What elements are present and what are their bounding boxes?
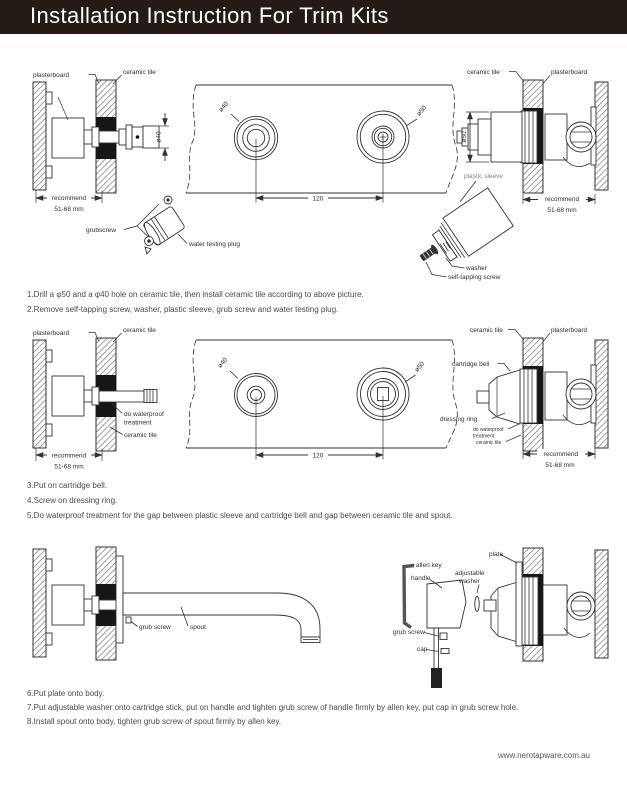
label-plasterboard: plasterboard [551, 69, 588, 76]
label-spout: spout [190, 624, 206, 631]
step-1: 1.Drill a φ50 and a φ40 hole on ceramic tile, then install ceramic tile according to above picture. [27, 290, 364, 299]
label-self-tapping-screw: self-tapping screw [448, 274, 501, 281]
label-dressing-ring: dressing ring [440, 416, 478, 423]
label-treatment: treatment [124, 419, 152, 427]
page-title: Installation Instruction For Trim Kits [30, 3, 389, 28]
label-do-waterproof: do waterproof [473, 427, 504, 433]
dimension-dia50: ø50 [415, 104, 429, 118]
diagram-water-testing-plug [86, 196, 240, 254]
label-recommend: recommend [543, 451, 579, 458]
step-3: 3.Put on cartridge bell. [27, 481, 108, 490]
label-washer: washer [466, 265, 487, 272]
diagram-step1-right-section [457, 69, 608, 214]
label-handle: handle [411, 575, 431, 582]
label-washer: washer [459, 578, 480, 585]
diagram-spout-installed [33, 547, 320, 660]
steps-group-2 [27, 482, 453, 527]
label-recommend-range: 51-68 mm [54, 463, 84, 471]
label-recommend: recommend [51, 195, 87, 202]
diagram-step3-left-section [33, 327, 164, 471]
label-cap: cap [417, 646, 428, 653]
dimension-dia50: ø50 [413, 360, 427, 374]
label-water-testing-plug: water testing plug [189, 241, 240, 248]
diagram-handle-exploded [393, 548, 608, 688]
label-plasterboard: plasterboard [33, 72, 70, 79]
steps-group-3 [27, 690, 518, 732]
label-plasterboard: plasterboard [33, 330, 70, 337]
label-plastic-sleeve: plastic sleeve [464, 173, 504, 180]
diagram-step3-right-section [440, 327, 608, 469]
diagram-step1-left-section [33, 69, 169, 213]
label-recommend-range: 51-68 mm [545, 462, 575, 469]
step-8: 8.Install spout onto body, tighten grub screw of spout firmly by allen key. [27, 717, 282, 726]
step-5: 5.Do waterproof treatment for the gap between plastic sleeve and cartridge bell and gap between ceramic tile and spout. [27, 511, 453, 520]
label-ceramic-tile: ceramic tile [476, 440, 502, 446]
label-grub-screw: grub screw [139, 624, 171, 631]
label-plasterboard: plasterboard [551, 327, 588, 334]
label-recommend-range: 51-68 mm [547, 207, 577, 214]
website-url: www.nerotapware.com.au [497, 751, 590, 760]
label-treatment: treatment [473, 433, 495, 440]
label-cartridge-bell: cartridge bell [452, 361, 490, 368]
step-2: 2.Remove self-tapping screw, washer, plastic sleeve, grub screw and water testing plug. [27, 305, 339, 314]
label-recommend: recommend [544, 196, 580, 203]
label-plate: plate [489, 551, 504, 558]
dimension-120: 120 [312, 195, 324, 203]
steps-group-1 [27, 291, 364, 321]
step-7: 7.Put adjustable washer onto cartridge stick, put on handle and tighten grub screw of handle firmly by allen key, put cap in grub screw hole. [27, 703, 519, 712]
label-allen-key: allen key [416, 562, 442, 569]
diagram-step1-tile-face [186, 85, 457, 203]
label-do-waterproof: do waterproof [124, 411, 164, 418]
dimension-dia50: ø50 [461, 131, 468, 143]
label-ceramic-tile: ceramic tile [123, 327, 156, 334]
label-grub-screw: grub screw [393, 629, 425, 636]
label-grubscrew: grubscrew [86, 227, 116, 234]
label-recommend-range: 51-68 mm [54, 206, 84, 213]
dimension-dia40: ø40 [216, 356, 230, 370]
diagram-step3-tile-face [186, 340, 457, 460]
step-6: 6.Put plate onto body. [27, 689, 105, 698]
dimension-120: 120 [312, 452, 324, 460]
dimension-dia40: ø40 [217, 100, 231, 114]
step-4: 4.Screw on dressing ring. [27, 496, 118, 505]
diagram-plastic-sleeve-exploded [418, 173, 513, 281]
label-ceramic-tile: ceramic tile [467, 69, 500, 76]
label-ceramic-tile: ceramic tile [123, 69, 156, 76]
dimension-dia40: ø40 [155, 131, 163, 143]
label-ceramic-tile: ceramic tile [470, 327, 503, 334]
label-adjustable: adjustable [455, 570, 485, 577]
label-ceramic-tile: ceramic tile [124, 432, 157, 439]
label-recommend: recommend [51, 452, 87, 460]
